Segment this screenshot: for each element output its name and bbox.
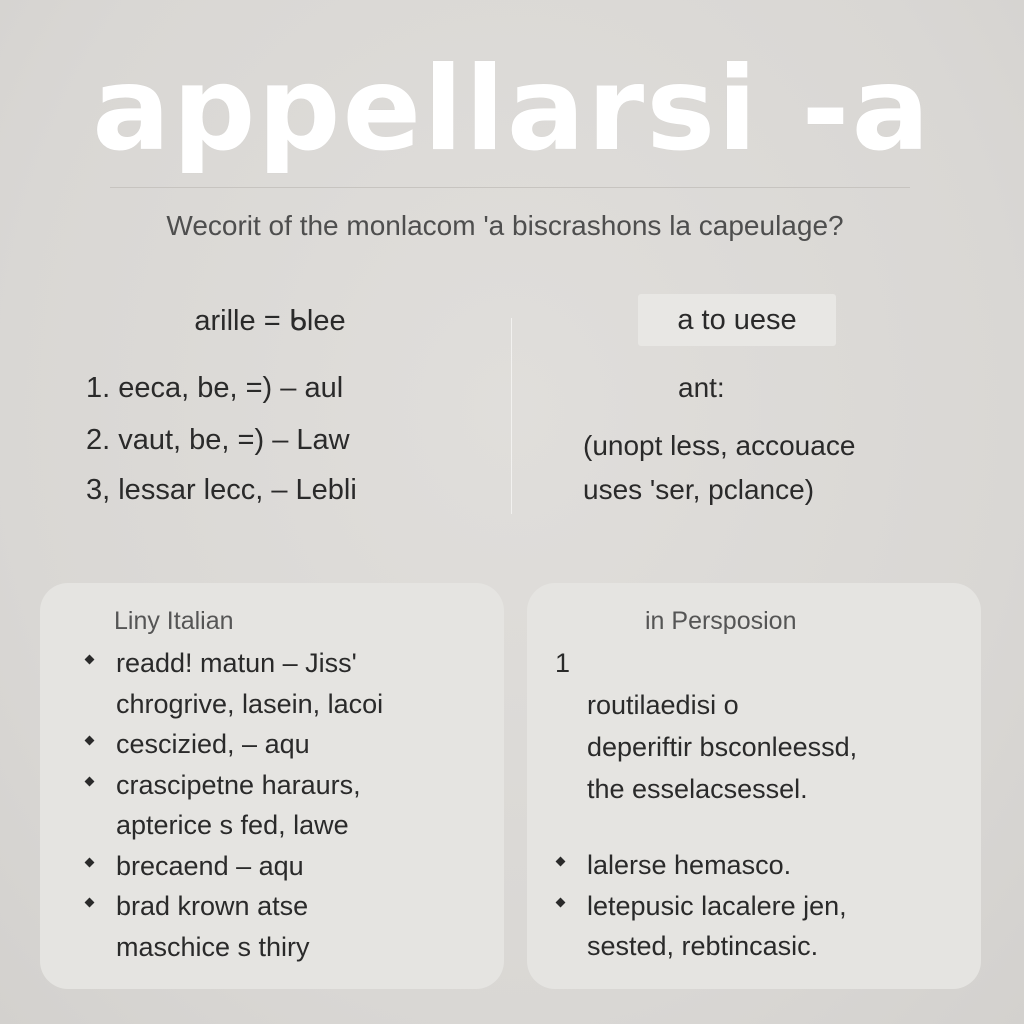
list-item-line: crascipetne haraurs,: [116, 769, 361, 800]
card-liny-italian: [40, 583, 504, 989]
list-item-line: cescizied, – aqu: [116, 729, 310, 759]
list-item-line: sested, rebtincasic.: [587, 931, 819, 961]
list-item: [551, 886, 847, 967]
paragraph-line: the esselacsessel.: [587, 774, 808, 804]
card-title: in Persposion: [645, 607, 797, 635]
paragraph-line: deperiftir bsconleessd,: [587, 732, 858, 762]
diamond-bullet-icon: [556, 897, 566, 907]
diamond-bullet-icon: [556, 857, 566, 867]
list-item-line: maschice s thiry: [116, 931, 310, 962]
card-number: 1: [555, 648, 571, 678]
list-item: [80, 724, 383, 765]
left-section-heading: arille = ᑲlee: [194, 305, 346, 337]
list-item: [80, 886, 383, 967]
card-in-persposion: [527, 583, 981, 989]
list-item: [551, 845, 847, 886]
list-item: [80, 765, 383, 846]
list-item: [80, 846, 383, 887]
card-title: Liny Italian: [114, 607, 234, 635]
parenthetical-line: uses 'ser, pclance): [583, 474, 815, 505]
numbered-list: [86, 366, 357, 520]
numbered-item: 1. eeca, be, =) – aul: [86, 372, 344, 404]
list-item-line: readd! matun – Jiss': [116, 648, 357, 678]
card-paragraph: [587, 684, 857, 810]
vertical-divider: [511, 318, 512, 514]
parenthetical-line: (unopt less, accouace: [583, 430, 856, 461]
numbered-item: 2. vaut, be, =) – Law: [86, 424, 350, 456]
list-item: [80, 643, 383, 724]
bullet-list: [80, 643, 383, 967]
ant-label: ant:: [678, 372, 725, 403]
numbered-item: 3, lessar lecc, – Lebli: [86, 474, 357, 506]
diamond-bullet-icon: [85, 776, 95, 786]
title-divider: [110, 187, 910, 188]
paragraph-line: routilaedisi o: [587, 690, 739, 720]
bullet-list: [551, 845, 847, 967]
diamond-bullet-icon: [85, 898, 95, 908]
list-item-line: letepusic lacalere jen,: [587, 890, 847, 921]
list-item-line: chrogrive, lasein, lacoi: [116, 688, 384, 719]
list-item-line: brad krown atse: [116, 891, 309, 921]
diamond-bullet-icon: [85, 857, 95, 867]
diamond-bullet-icon: [85, 736, 95, 746]
page-subtitle: Wecorit of the monlacom 'a biscrashons la capeulage?: [166, 210, 844, 241]
parenthetical-note: [583, 424, 1003, 512]
page-title: appellarsi -a: [92, 42, 932, 177]
list-item-line: apterice s fed, lawe: [116, 810, 349, 840]
usage-tag: a to uese: [638, 294, 836, 346]
list-item-line: lalerse hemasco.: [587, 850, 792, 880]
list-item-line: brecaend – aqu: [116, 850, 304, 881]
diamond-bullet-icon: [85, 655, 95, 665]
